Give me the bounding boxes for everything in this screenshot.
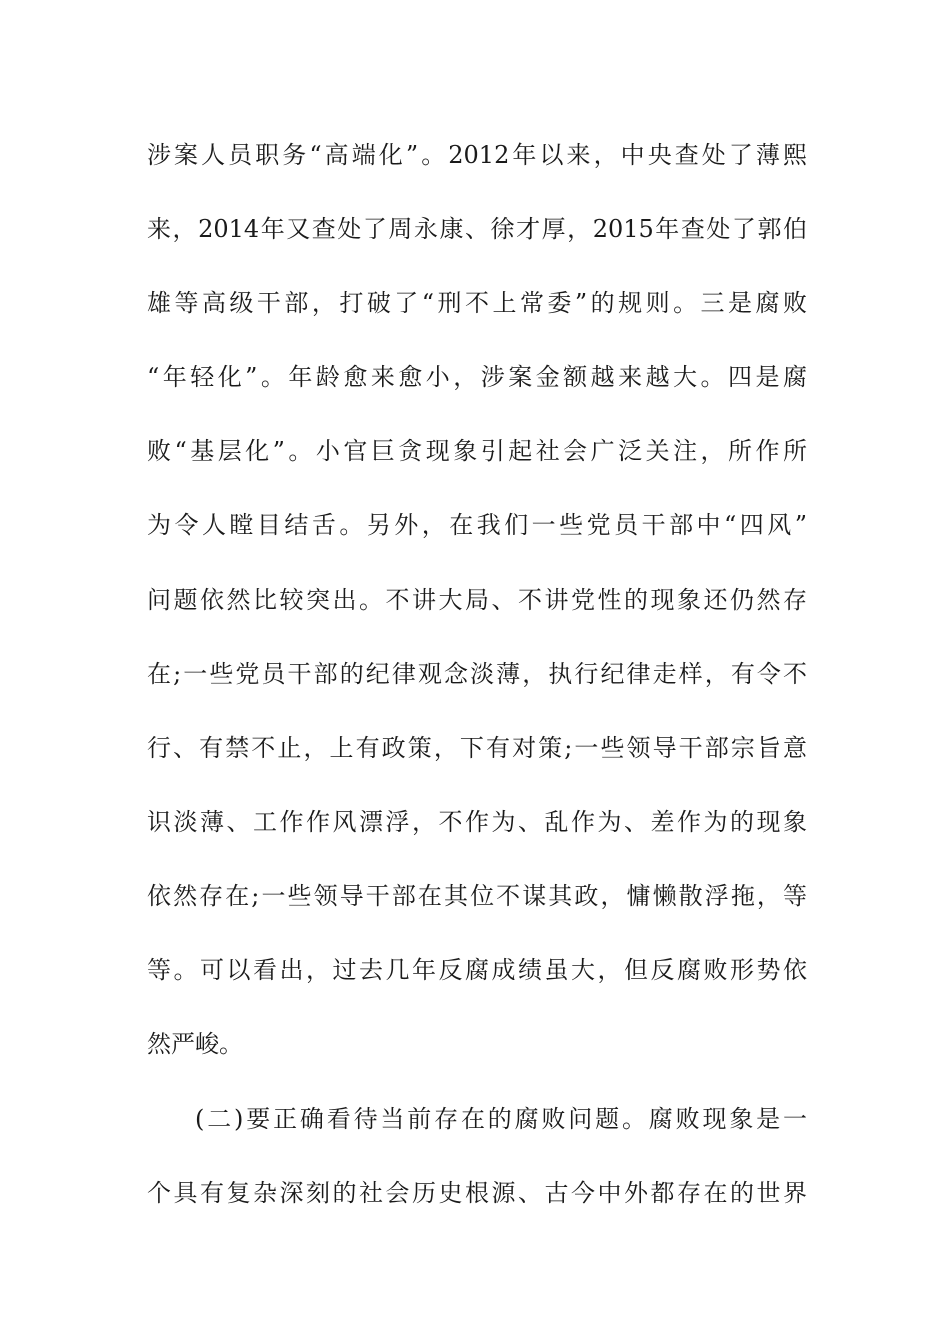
text-line: 等。可以看出，过去几年反腐成绩虽大，但反腐败形势依	[147, 956, 807, 984]
text-line: 在;一些党员干部的纪律观念淡薄，执行纪律走样，有令不	[147, 660, 807, 688]
text-line: 败“基层化”。小官巨贪现象引起社会广泛关注，所作所	[147, 437, 807, 465]
text-line: 行、有禁不止，上有政策，下有对策;一些领导干部宗旨意	[147, 734, 807, 762]
text-line: 为令人瞠目结舌。另外，在我们一些党员干部中“四风”	[147, 511, 807, 539]
text-line: 然严峻。	[147, 1030, 243, 1058]
paragraph-first-line: (二)要正确看待当前存在的腐败问题。腐败现象是一	[195, 1105, 807, 1133]
text-line: 涉案人员职务“高端化”。2012年以来，中央查处了薄熙	[147, 141, 807, 169]
text-line: 识淡薄、工作作风漂浮，不作为、乱作为、差作为的现象	[147, 808, 807, 836]
text-line: 雄等高级干部，打破了“刑不上常委”的规则。三是腐败	[147, 289, 807, 317]
text-line: 个具有复杂深刻的社会历史根源、古今中外都存在的世界	[147, 1179, 807, 1207]
text-line: 来，2014年又查处了周永康、徐才厚，2015年查处了郭伯	[147, 215, 807, 243]
text-line: 问题依然比较突出。不讲大局、不讲党性的现象还仍然存	[147, 586, 807, 614]
text-line: 依然存在;一些领导干部在其位不谋其政，慵懒散浮拖，等	[147, 882, 807, 910]
text-line: “年轻化”。年龄愈来愈小，涉案金额越来越大。四是腐	[147, 363, 807, 391]
